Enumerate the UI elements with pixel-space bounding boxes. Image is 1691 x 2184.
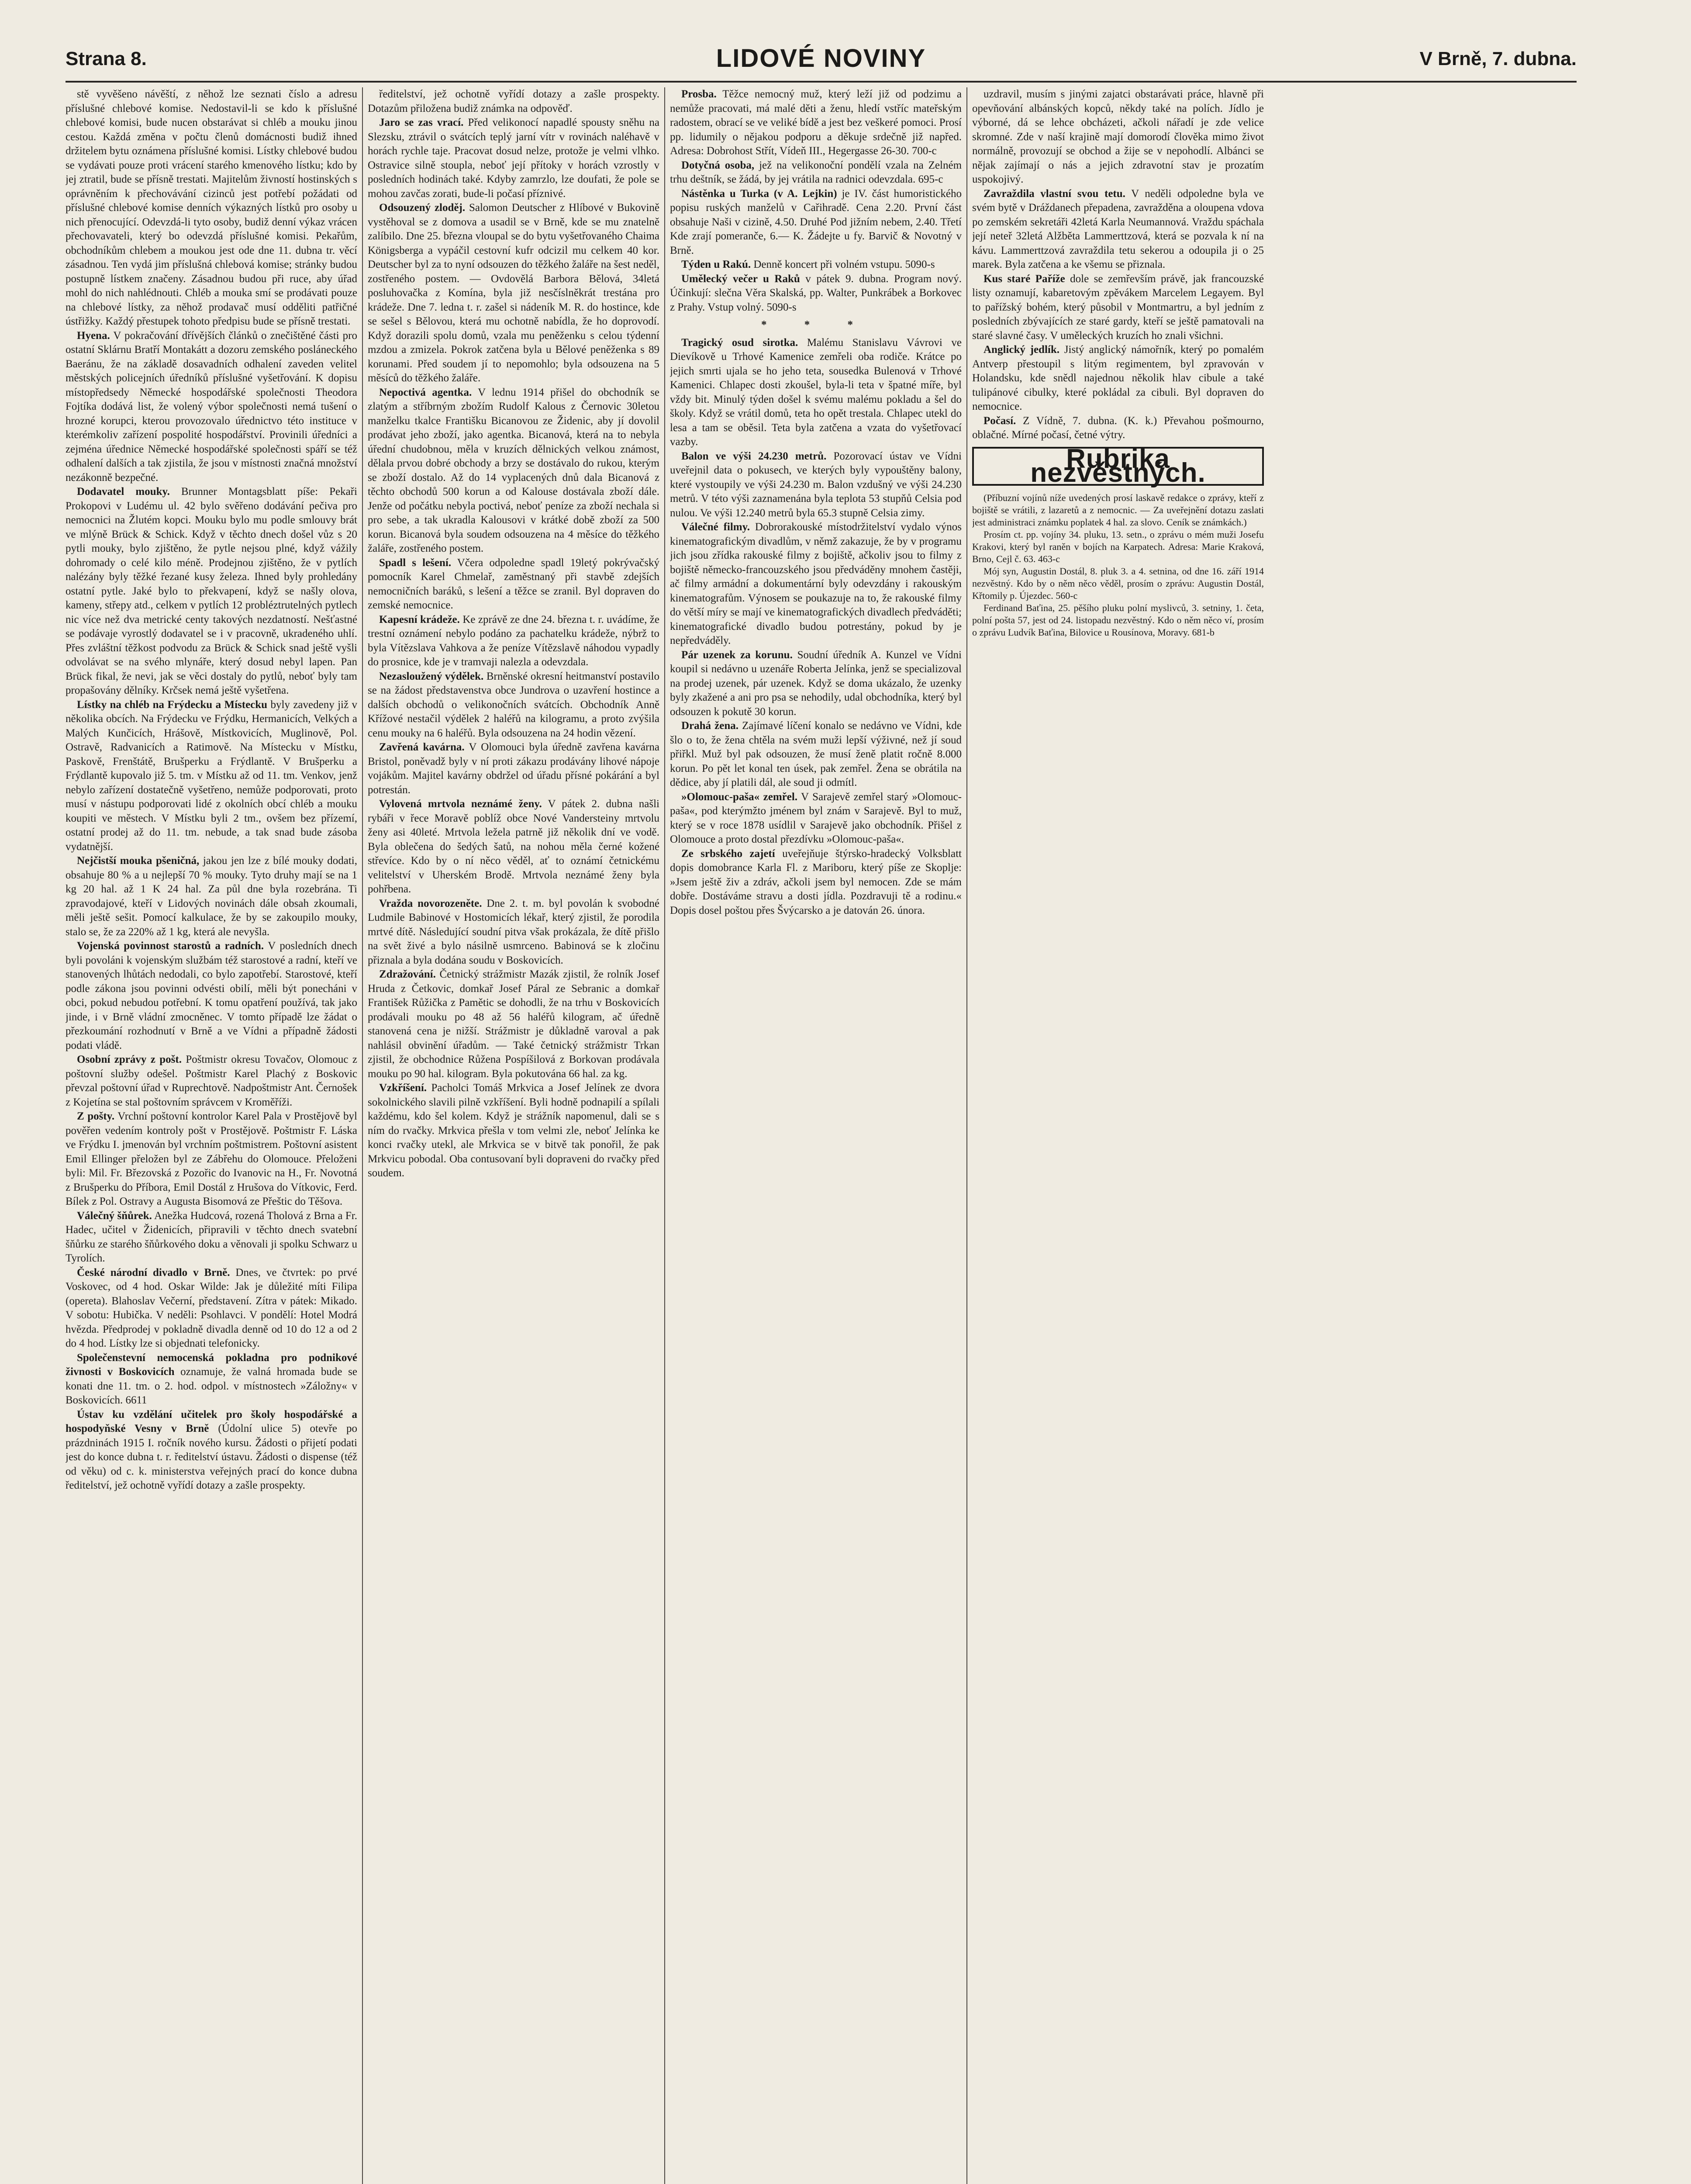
article-heading: Anglický jedlík. [984, 344, 1059, 356]
article-heading: Válečné filmy. [681, 521, 750, 533]
article-body: uveřejňuje štýrsko-hradecký Volksblatt dopis domobrance Karla Fl. z Mariboru, který píše ze Skoplje: »Jsem ještě živ a zdráv, ačkoli jsem byl nemocen. Zde se mám dobře. Dostáváme stravu a dosti jídla. Pozdravuji tě a rodinu.« Dopis dosel poštou přes Švýcarsko a je datován 26. února. [670, 847, 962, 916]
page-number: Strana 8. [66, 48, 147, 69]
column-divider [362, 87, 363, 2184]
article-body: jakou jen lze z bílé mouky dodati, obsahuje 80 % a u nejlepší 70 % mouky. Tyto druhy mají se na 1 kg 20 hal. až 1 K 24 hal. Za půl dne byla rozebrána. Ti zpravodajové, kteří v Lidových novinách dále obsah zkoumali, měli ještě sešit. Pomocí kalkulace, že by se zakoupilo mouky, stalo se, že za 220% až 1 kg, která ale nevyšla. [66, 855, 357, 938]
article-heading: Zavřená kavárna. [379, 741, 465, 753]
article-heading: Týden u Rakú. [681, 259, 751, 270]
header-rule [66, 81, 1577, 83]
article-heading: Tragický osud sirotka. [681, 336, 798, 349]
article-body: Vrchní poštovní kontrolor Karel Pala v Prostějově byl pověřen vedením kontroly pošt v Prostějově. Poštmistr F. Láska ve Frýdku I. jmenován byl vrchním poštmistrem. Poštovní asistent Emil Ellinger přeložen byl ze Zábřehu do Olomouce. Přeloženi byli: Mil. Fr. Březovská z Pozořic do Ivanovic na H., Fr. Novotná z Brušperku do Příbora, Emil Dostál z Hrušova do Vítkovic, Ferd. Bílek z Pol. Ostravy a Augusta Bisomová ze Přeštic do Těšova. [66, 1110, 357, 1207]
article-heading: Dotyčná osoba, [681, 159, 755, 171]
article-heading: Prosba. [681, 88, 717, 100]
article-heading: Společenstevní nemocenská pokladna pro podnikové živnosti v Boskovicích [66, 1351, 357, 1378]
article-body: V posledních dnech byli povoláni k vojenským službám též starostové a radní, kteří ve stanovených lhůtách nedodali, co bylo zapotřebí. Starostové, kteří podle zákona jsou povinni odvésti obilí, měli být ponecháni v obci, pokud nebudou potřební. K tomu opatření používá, tak jako jinde, i v Brně vládní zmocněnec. V tomto případě lze žádat o přezkoumání rozhodnutí v Brně a ve Vídni a případně žádosti podati vládě. [66, 940, 357, 1051]
article-body: v pátek 9. dubna. Program nový. Účinkují: slečna Věra Skalská, pp. Walter, Punkrábek a Borkovec z Prahy. Vstup volný. 5090-s [670, 273, 962, 313]
article-body: Brněnské okresní heitmanství postavilo se na žádost představenstva obce Jundrova o uzavření hostince a dalších obchodů o velikonočních svátcích. Obchodník Anně Křížové nestačil výdělek 2 haléřů na kilogramu, a proto zvýšila cenu mouky na 6 haléřů. Byla odsouzena na 24 hodin vězení. [368, 670, 659, 739]
article-heading: Balon ve výši 24.230 metrů. [681, 450, 827, 462]
article-heading: Zdražování. [379, 968, 436, 980]
article-body: Před velikonocí napadlé spousty sněhu na Slezsku, ztrávil o svátcích teplý jarní vítr v rovinách naléhavě v horách rychle taje. Pracovat dosud nelze, protože je velmi vlhko. Ostravice silně stoupla, neboť její přítoky v horách vzrostly v posledních hodinách také. Kdyby zamrzlo, lze doufati, že pole se mohou zavčas zorati, bude-li počasí příznivé. [368, 117, 659, 200]
article-heading: Kapesní krádeže. [379, 613, 460, 625]
article-heading: Kus staré Paříže [984, 273, 1065, 285]
article-heading: Odsouzený zloděj. [379, 202, 466, 214]
article-paragraph [972, 343, 1264, 414]
article-heading: Lístky na chléb na Frýdecku a Místecku [77, 698, 268, 711]
article-paragraph [972, 187, 1264, 272]
article-heading: Vylovená mrtvola neznámé ženy. [379, 798, 542, 810]
article-heading: Osobní zprávy z pošt. [77, 1054, 182, 1065]
article-paragraph [670, 159, 962, 187]
article-heading: Nástěnka u Turka (v A. Lejkin) [681, 187, 837, 200]
article-body: Ke zprávě ze dne 24. března t. r. uvádíme, že trestní oznámení nebylo podáno za pachatelku krádeže, nýbrž to byla Vítězslava Vahkova a že peníze Vítězslavě náhodou vypadly do prosnice, kde je v tramvaji nalezla a odevzdala. [368, 613, 659, 668]
masthead: LIDOVÉ NOVINY [716, 44, 926, 73]
article-body: Dnes, ve čtvrtek: po prvé Voskovec, od 4 hod. Oskar Wilde: Jak je důležité míti Filipa (opereta). Blahoslav Večerní, představení. Zítra v pátek: Mikado. V sobotu: Hubička. V neděli: Psohlavci. V pondělí: Hotel Modrá hvězda. Předprodej v pokladně divadla denně od 10 do 12 a od 2 do 4 hod. Lístky lze si objednati telefonicky. [66, 1266, 357, 1349]
article-body: oznamuje, že valná hromada bude se konati dne 11. tm. o 2. hod. odpol. v místnostech »Záložny« v Boskovicích. 6611 [66, 1366, 357, 1406]
section-separator: * * * [761, 319, 870, 331]
article-body: Jistý anglický námořník, který po pomalém Antverp přestoupil s litým regimentem, byl zpravován v Holandsku, kde snědl najednou několik hlav cibule a také tulipánové cibulky, které pokládal za cibuli. Byl dopraven do nemocnice. [972, 344, 1264, 412]
article-paragraph [66, 1053, 357, 1109]
article-body: Pozorovací ústav ve Vídni uveřejnil data o pokusech, ve kterých byly vypouštěny balony, které vystoupily ve výši 24.230 m. Balon vzdušný ve výši 24.230 metrů. V této výši zaznamenána byla teplota 53 stupňů Celsia pod nulou. Ve výši 12.240 metrů byla 65.3 stupně Celsia zimy. [670, 450, 962, 519]
article-body: byly zavedeny již v několika obcích. Na Frýdecku ve Frýdku, Hermanicích, Velkých a Malých Kunčicích, Hrášově, Místkovicích, Muglinově, Pol. Ostravě, Radvanicích a Ratimově. Na Místecku v Místku, Paskově, Frenštátě, Brušperku a Frýdlantě. V Brušperku a Frýdlantě kupovalo již 5. tm. v Místku až od 11. tm. Venkov, jenž nebylo zařízení dostatečně vyšetřeno, nemůže podporovati, proto musí v nástupu podporovati lidé z okolních obcí chléb a mouku koupiti ve městech. V Místku byli 2 tm., ovšem bez přízemí, ostatní prodej až do 11. tm. nebude, a tak snad bude zásoba vydatnější. [66, 698, 357, 853]
section-heading-box: Rubrika nezvěstných. [972, 447, 1264, 486]
article-paragraph [66, 1408, 357, 1493]
article-paragraph [670, 847, 962, 918]
article-body: V pátek 2. dubna našli rybáři v řece Moravě poblíž obce Nové Vandersteiny mrtvolu ženy asi 40leté. Mrtvola ležela patrně již několik dní ve vodě. Byla oblečena do šedých šatů, na nohou měla černé kožené střevíce. Kdo by o ní něco věděl, ať to oznámí četnickému velitelství v Uherském Brodě. Mrtvola neznámé ženy byla pohřbena. [368, 798, 659, 895]
article-paragraph [368, 386, 659, 556]
article-body: Dobrorakouské místodržitelství vydalo výnos kinematografickým divadlům, v němž zakazuje, že by v programu jich jsou zřídka rakouské filmy z bojiště, ačkoliv jsou to filmy z bojiště německo-francouzského jsou předváděny mnohem častěji, ač filmy armádní a dokumentární byly odevzdány i rakouským kinematografům. Výnosem se poukazuje na to, že rakouské filmy do větší míry se mají ve kinematografických divadlech předváděti; kinematografické divadlo budou potrestány, pokud by je nepředváděly. [670, 521, 962, 646]
article-body: Z Vídně, 7. dubna. (K. k.) Převahou pošmourno, oblačné. Mírné počasí, četné výtry. [972, 415, 1264, 441]
column-divider [664, 87, 665, 2184]
article-paragraph: ředitelství, jež ochotně vyřídí dotazy a zašle prospekty. Dotazům přiložena budiž známka na odpověď. [368, 88, 659, 114]
notice-item: Ferdinand Baťina, 25. pěšího pluku polní myslivců, 3. setniny, 1. četa, polní pošta 57, jest od 24. listopadu nezvěstný. Kdo o něm něco ví, prosím o zprávu Ludvík Baťina, Bilovice u Rousínova, Moravy. 681-b [972, 602, 1264, 638]
article-body: V Olomouci byla úředně zavřena kavárna Bristol, poněvadž byly v ní proti zákazu prodávány lihové nápoje vojákům. Majitel kavárny obdržel od úřadu přísné pokárání a byl potrestán. [368, 741, 659, 796]
article-paragraph [670, 520, 962, 648]
article-heading: Pár uzenek za korunu. [681, 649, 793, 661]
article-paragraph [66, 939, 357, 1053]
article-heading: Umělecký večer u Raků [681, 273, 800, 285]
column-2 [368, 87, 659, 2184]
article-paragraph [368, 740, 659, 797]
article-heading: Ústav ku vzdělání učitelek pro školy hospodářské a hospodyňské Vesny v Brně [66, 1408, 357, 1434]
article-paragraph [368, 897, 659, 968]
article-heading: »Olomouc-paša« zemřel. [681, 791, 798, 803]
article-heading: Vzkříšení. [379, 1082, 427, 1094]
notice-item: (Příbuzní vojínů níže uvedených prosí laskavě redakce o zprávy, kteří z bojiště se vrátili, z lazaretů a z nemocnic. — Za uveřejnění dotazu zaslati jest administraci známku poplatek 4 hal. za slovo. Ceník se známkách.) [972, 492, 1264, 528]
page-header [66, 44, 1577, 74]
column-3 [670, 87, 962, 2184]
article-body: Pacholci Tomáš Mrkvica a Josef Jelínek ze dvora sokolnického slavili pilně vzkříšení. Byli hodně podnapilí a spílali každému, kdo šel kolem. Když je strážník napomenul, dali se s ním do rvačky. Mrkvica přešla v tom velmi zle, neboť Jelínka ke konci rvačky utekl, ale Mrkvica se v bitvě tak ponořil, že pak Mrkvicu pobodal. Oba contusovaní byli dopraveni do rvačky před soudem. [368, 1082, 659, 1179]
article-heading: Válečný šňůrek. [77, 1209, 152, 1222]
column-divider [966, 87, 967, 2184]
article-paragraph [670, 449, 962, 521]
dateline: V Brně, 7. dubna. [1419, 48, 1577, 69]
article-body: je IV. část humoristického popisu ruských manželů v Cařihradě. Cena 2.20. První část obsahuje Naši v cizině, 4.50. Druhé Pod jižním nebem, 2.40. Třetí Kde zrají pomeranče, 6.— K. Žádejte u fy. Barvič & Novotný v Brně. [670, 187, 962, 256]
article-paragraph [972, 414, 1264, 442]
article-heading: Hyena. [77, 329, 110, 342]
article-paragraph [972, 272, 1264, 343]
article-paragraph [670, 648, 962, 719]
article-body: Poštmistr okresu Tovačov, Olomouc z poštovní služby odešel. Poštmistr Karel Plachý z Boskovic převzal poštovní úřad v Ruprechtově. Nadpoštmistr Ant. Černošek z Kojetína se stal poštovním správcem v Kroměříži. [66, 1054, 357, 1108]
article-heading: Ze srbského zajetí [681, 847, 775, 860]
article-heading: Nejčistší mouka pšeničná, [77, 855, 200, 867]
article-heading: Dodavatel mouky. [77, 486, 170, 498]
column-4 [972, 87, 1264, 2184]
article-paragraph [670, 87, 962, 159]
article-heading: Nepoctivá agentka. [379, 386, 472, 398]
notice-item: Mój syn, Augustin Dostál, 8. pluk 3. a 4. setnina, od dne 16. září 1914 nezvěstný. Kdo by o něm něco věděl, prosím o zprávu: Augustin Dostál, Křtomily p. Újezdec. 560-c [972, 565, 1264, 601]
article-body: Četnický strážmistr Mazák zjistil, že rolník Josef Hruda z Četkovic, domkař Josef Páral ze Sebranic a domkař František Růžička z Pamětic se dohodli, že na trhu v Boskovicích prodávali mouku po 48 až 56 haléřů kilogram, ač úředně stanovená cena je nižší. Strážmistr je důkladně varoval a pak nahlásil obvinění úřadům. — Také četnický strážmistr Trkan zjistil, že obchodnice Růžena Pospíšilová z Borkovan prodávala mouku po 90 hal. kilogram. Byla pokutována 66 hal. za kg. [368, 968, 659, 1080]
article-paragraph [670, 258, 962, 272]
article-paragraph [670, 336, 962, 449]
article-paragraph [66, 1351, 357, 1408]
article-heading: Vražda novorozeněte. [379, 897, 482, 909]
notice-item: Prosím ct. pp. vojíny 34. pluku, 13. setn., o zprávu o mém muži Josefu Krakovi, který byl raněn v bojích na Karpatech. Adresa: Marie Kraková, Brno, Cejl č. 63. 463-c [972, 529, 1264, 564]
article-heading: Počasí. [984, 415, 1016, 427]
article-body: V lednu 1914 přišel do obchodník se zlatým a stříbrným zbožím Rudolf Kalous z Černovic 30letou manželku tkalce Františku Bicanovou ze Židenic, aby jí dovolil prodávat jeho zboží, jako agentka. Bicanová, která na to nebyla úřední chudobnou, měla v kruzích dělnických velkou známost, dělala prvou dobré obchody a brzy se dostávalo do rukou, kterým se zboží dostalo. Až do 14 vyplacených dnů dala Bicanová z těchto obchodů 500 korun a od Kalouse dostávala zboží dále. Jenže od počátku nebyla poctivá, neboť peníze za zboží nechala si pro sebe, a tak ukradla Kalousovi v krátké době zboží za 500 korun. Bicanová byla soudem odsouzena na 4 měsíce do těžkého žaláře, zostřeného postem. [368, 386, 659, 554]
article-heading: Vojenská povinnost starostů a radních. [77, 940, 264, 952]
article-body: V pokračování dřívějších článků o znečištěné části pro ostatní Sklárnu Bratří Montakátt a dozoru zemského posláneckého Baeránu, že na základě dosavadních odhalení zaveden velitel městských policejních úředníků příslušné vyšetřování. K dopisu místopředsedy Německé hospodářské společnosti Theodora Fojtíka dodává list, že volený výbor společnosti nemá tušení o hrozné korupci, kterou provozovalo úřednictvo této instituce v kterémkoliv zařízení pospolité hospodářství. Provinili úředníci a zejména úřednice Německé hospodářské společnosti spáří se též odhalení dalších a tak zjistila, že jsou v místnosti značná množství nezákonně bezpečné. [66, 329, 357, 484]
article-paragraph [368, 613, 659, 670]
article-paragraph [670, 719, 962, 790]
article-paragraph [670, 790, 962, 847]
article-body: Brunner Montagsblatt píše: Pekaři Prokopovi v Ludému ul. 42 bylo svěřeno dodávání pečiva pro nemocnici na Žlutém kopci. Mouku bylo mu podle smlouvy brát ve mlýně Brück & Schick. Když v těchto dnech došel vůz s 20 pytli mouky, bylo zjištěno, že pytle nejsou plné, když vážily dohromady o celé kilo méně. Prodejnou zjištěno, že v pytlích nalézány byly těžké řezané kusy železa. Ihned byly prohledány ostatní pytle. Jaké bylo to překvapení, když se našly olova, kameny, střepy atd., celkem v pytlích 12 probléztrutelných pytlech nic více než dva metrické centy takových nezdatností. Nešťastné se podávaje vyrostlý dodavatel se i v pracovně, ukradeného uhlí. Přes zvláštní těžkost podvodu za Brück & Schick snad ještě vyšli odvolávat se na svého mlynáře, který dosud nebyl lapen. Pan Brück fikal, že nevi, jak se věci dostaly do pytlů, neboť byly tam propašovány dělníky. Krčsek nemá ještě vyšetřena. [66, 486, 357, 696]
article-body: Malému Stanislavu Vávrovi ve Dievíkově u Trhové Kamenice zemřeli oba rodiče. Krátce po jejich smrti ujala se ho jeho teta, sousedka Bulenová v Trhové Kamenici. Chlapec dosti zkoušel, byla-li teta v špatné míře, byl vždy bit. Minulý týden došel k svému malému pokladu a šel do školy. Když se vrátil domů, teta ho opět trestala. Chlapec utekl do lesa a tam se oběsil. Teta byla zatčena a vzata do vyšetřovací vazby. [670, 336, 962, 448]
article-paragraph [368, 670, 659, 741]
article-paragraph [368, 556, 659, 613]
article-body: Včera odpoledne spadl 19letý pokrývačský pomocník Karel Chmelař, zaměstnaný při stavbě zdejších nemocničních baráků, s lešení a těžce se zranil. Byl dopraven do zemské nemocnice. [368, 556, 659, 611]
column-1 [66, 87, 357, 2184]
article-body: V Sarajevě zemřel starý »Olomouc-paša«, pod kterýmžto jménem byl znám v Sarajevě. Byl to muž, který se v roce 1878 usídlil v Sarajevě jako obchodník. Přišel z Olomouce a proto dostal přezdívku »Olomouc-paša«. [670, 791, 962, 845]
article-paragraph: stě vyvěšeno návěští, z něhož lze seznati číslo a adresu příslušné chlebové komise. Nedostavil-li se kdo k příslušné chlebové komisi, bude nucen obstarávat si chléb a mouku jinou cestou. Každá změna v počtu členů domácnosti budiž ihned držitelem bytu oznámena příslušné komisi. Lístky chlebové budou se vydávati pouze proti vrácení starého kmenového lístku; kdo by jej ztratil, bude se přísně trestati. Majitelům živností hostinských s oprávněním k přechovávání cizinců jest potřebí požádati od příslušné chlebové komise denních výkazných lístků pro osoby u nich přenocující. Odevzdá-li tyto osoby, budiž denní výkaz vrácen přechovavateli, který bo odevzdá příslušné komisi. Pekařům, obchodníkům chlebem a moukou jest ode dne 11. dubna tr. věcí zásadnou. Ten vydá jim příslušná chlebová komise; stránky budou postupně lístkem značeny. Zásadnou budou při ruce, aby úřad mohl do nich nahlédnouti. Chléb a mouka smí se prodávati pouze na chlebové lístky, za něhož prodavač musí odděliti patřičné ústřižky. Každý přestupek tohoto předpisu bude se přísně trestati. [66, 88, 357, 327]
article-paragraph [368, 797, 659, 897]
article-paragraph [66, 698, 357, 854]
article-body: Dne 2. t. m. byl povolán k svobodné Ludmile Babinové v Hostomicích lékař, který zjistil, že porodila mrtvé dítě. Následující soudní pitva však prokázala, že dítě přišlo na svět živé a bylo násilně usmrceno. Babinová se k zločinu přiznala a byla dodána soudu v Boskovicích. [368, 897, 659, 966]
article-body: dole se zemřevším právě, jak francouzské listy oznamují, kabaretovým zpěvákem Marcelem Legayem. Byl to pařížský bohém, který působil v Montmartru, a byl jedním z posledních zbývajících ze staré gardy, kteří se ještě pamatovali na staré slavné časy. V uměleckých kruzích ho znali všichni. [972, 273, 1264, 342]
article-paragraph [368, 968, 659, 1081]
article-paragraph [66, 485, 357, 698]
article-body: Soudní úředník A. Kunzel ve Vídni koupil si nedávno u uzenáře Roberta Jelínka, jenž se specializoval na prodej uzenek, pár uzenek. Když se doma ukázalo, že uzenky byly zkažené a ani pro psa se nehodily, udal obchodníka, který byl odsouzen k pokutě 30 korun. [670, 649, 962, 718]
article-body: Salomon Deutscher z Hlíbové v Bukovině vystěhoval se z domova a usadil se v Brně, kde se mu znatelně zalíbilo. Dne 25. března vloupal se do bytu vyšetřovaného Chaima Königsberga a vypáčil cestovní kufr odcizil mu celkem 40 kor. Deutscher byl za to nyní odsouzen do těžkého žaláře na šest neděl, zostřeného postem. — Ovdovělá Barbora Bělová, 34letá posluhovačka z Komína, byla již nesčíslněkrát trestána pro krádeže. Dne 7. ledna t. r. zašel si nádeník M. R. do hostince, kde se sešel s Bělovou, která mu ochotně nabídla, že ho doprovodí. Když dorazili spolu domů, vzala mu peněženku s celou týdenní mzdou a zmizela. Pokrok zatčena byla u Bělové peněženka s 89 korunami. Před soudem jí to nepomohlo; byla odsouzena na 5 měsíců do těžkého žaláře. [368, 202, 659, 384]
article-paragraph [670, 272, 962, 315]
article-body: (Údolní ulice 5) otevře po prázdninách 1915 I. ročník nového kursu. Žádosti o přijetí podati jest do konce dubna t. r. ředitelství ústavu. Žádosti o dispense (též od věku) od c. k. ministerstva veřejných prací do konce dubna ředitelství, jež ochotně vyřídí dotazy a zašle prospekty. [66, 1423, 357, 1491]
article-heading: Jaro se zas vrací. [379, 117, 464, 128]
article-paragraph [368, 116, 659, 201]
article-body: Denně koncert při volném vstupu. 5090-s [751, 259, 935, 270]
article-paragraph [66, 1109, 357, 1209]
article-heading: Spadl s lešení. [379, 556, 452, 569]
article-body: Anežka Hudcová, rozená Tholová z Brna a Fr. Hadec, učitel v Židenicích, připravili v těchto dnech svatební šňůrku ze starého šňůrkového doku a věnovali ji spolku Schwarz u Tyrolích. [66, 1209, 357, 1264]
article-paragraph [66, 1266, 357, 1351]
article-paragraph [368, 1081, 659, 1181]
article-heading: Zavraždila vlastní svou tetu. [984, 187, 1125, 200]
article-body: V neděli odpoledne byla ve svém bytě v Dráždanech přepadena, zavražděna a oloupena vdova po zemském sekretáři 42letá Karla Neumannová. Vraždu spáchala její neteř 32letá Alžběta Lammerttzová, která se pozvala k ní na kávu. Lammerttzová zavraždila tetu sekerou a odoupila ji o 25 marek. Byla zatčena a ke všemu se přiznala. [972, 187, 1264, 270]
article-heading: Nezasloužený výdělek. [379, 670, 484, 682]
article-paragraph [66, 1209, 357, 1266]
article-heading: Z pošty. [77, 1110, 115, 1122]
article-body: Těžce nemocný muž, který leží již od podzimu a nemůže pracovati, má malé děti a ženu, hledí vstříc mateřským radostem, obrací se ve veliké bídě a jest bez veškeré pomoci. Prosí pp. lidumily o nějakou podporu a děkuje srdečně již napřed. Adresa: Dobrohost Střít, Vídeň III., Hegergasse 26-30. 700-c [670, 88, 962, 157]
article-heading: Drahá žena. [681, 720, 739, 732]
article-body: jež na velikonoční pondělí vzala na Zelném trhu deštník, se žádá, by jej vrátila na radnici odevzdala. 695-c [670, 159, 962, 185]
article-paragraph: uzdravil, musím s jinými zajatci obstarávati práce, hlavně při opevňování albánských kopců, někdy také na polích. Jídlo je výborné, dá se lehce obcházeti, ačkoli nářadí je zde velice skromné. Zde v naší krajině mají domorodí člověka mimo život normálně, provozují se obchod a žije se v nepohodlí. Albánci se nějak zajímají o nás a jejich zdravotní stav je prozatím uspokojivý. [972, 88, 1264, 185]
article-paragraph [66, 329, 357, 485]
article-paragraph [368, 201, 659, 386]
article-body: Zajímavé líčení konalo se nedávno ve Vídni, kde šlo o to, že žena chtěla na svém muži lepší výživné, než jí soud přiřkl. Muž byl pak odsouzen, že musí ženě platit ročně 8.000 korun. Po pět let konal ten úsek, pak zemřel. Žena se obrátila na dědice, aby jí platili dál, ale soud ji odmítl. [670, 720, 962, 788]
article-paragraph [670, 187, 962, 258]
article-heading: České národní divadlo v Brně. [77, 1266, 230, 1279]
article-paragraph [66, 854, 357, 939]
